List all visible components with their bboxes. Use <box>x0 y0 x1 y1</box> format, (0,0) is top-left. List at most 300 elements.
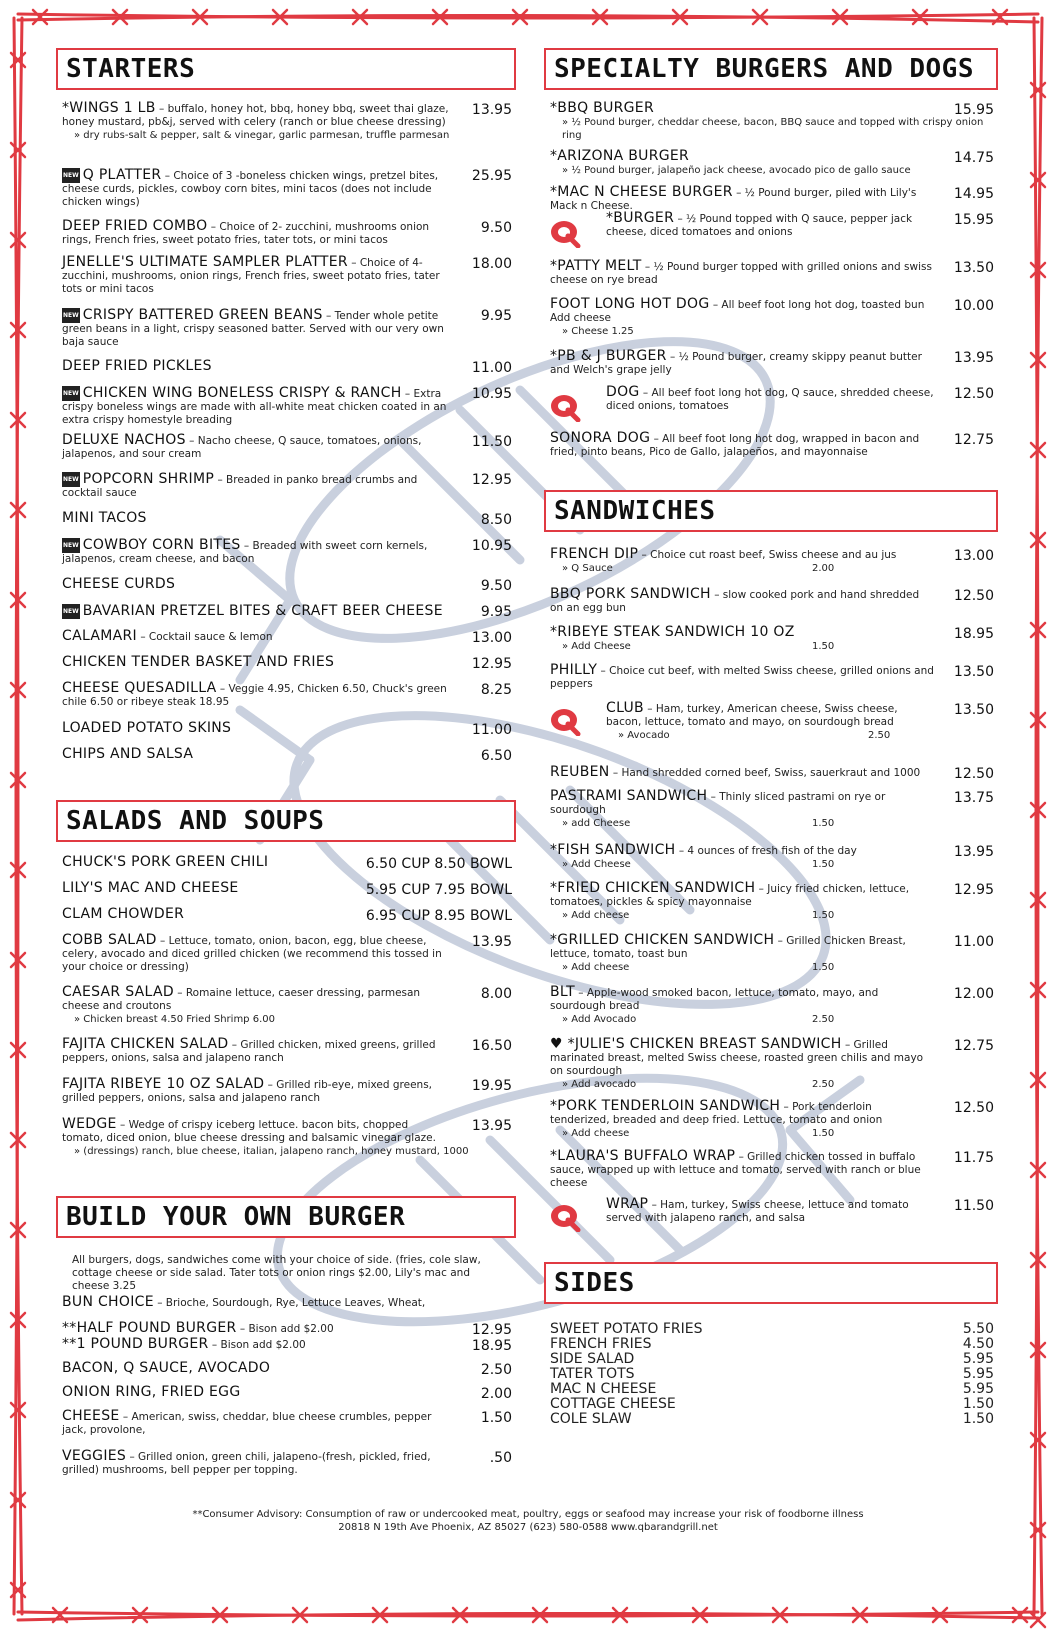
addon-label: » ½ Pound burger, jalapeño jack cheese, avocado pico de gallo sauce <box>562 165 911 176</box>
menu-item-text <box>62 538 512 566</box>
item-name: CLUB <box>606 700 644 716</box>
item-addon <box>550 562 994 575</box>
item-description: – All beef foot long hot dog, toasted bun Add cheese <box>550 299 925 324</box>
section-title: SANDWICHES <box>554 496 716 526</box>
addon-price: 2.50 <box>812 1014 835 1025</box>
item-addon <box>550 1127 994 1140</box>
item-description: – Veggie 4.95, Chicken 6.50, Chuck's green chile 6.50 or ribeye steak 18.95 <box>62 683 447 708</box>
addon-label: » Add Cheese <box>562 641 631 652</box>
menu-item <box>550 350 994 377</box>
menu-item-text <box>550 1100 994 1127</box>
item-name: *LAURA'S BUFFALO WRAP <box>550 1148 736 1164</box>
menu-item-text <box>62 1322 512 1336</box>
new-badge: NEW <box>62 308 80 323</box>
item-description: – buffalo, honey hot, bbq, honey bbq, sweet thai glaze, honey mustard, pb&j, served with celery (ranch or blue cheese dressing) <box>62 103 449 128</box>
item-description: – Choice of 2- zucchini, mushrooms onion rings, French fries, sweet potato fries, tater tots, or mini tacos <box>62 221 430 246</box>
menu-item <box>550 934 994 974</box>
menu-item <box>550 588 994 615</box>
item-price: 13.50 <box>953 260 994 276</box>
item-description: – Choice cut roast beef, Swiss cheese and au jus <box>641 549 897 561</box>
side-name: COTTAGE CHEESE <box>550 1396 676 1412</box>
menu-item-text <box>550 1038 994 1078</box>
side-price: 1.50 <box>962 1396 994 1412</box>
addon-label: » Add Avocado <box>562 1014 637 1025</box>
menu-item <box>62 986 512 1026</box>
menu-item <box>62 1338 512 1352</box>
menu-item <box>62 1078 512 1105</box>
menu-item-text <box>62 1078 512 1105</box>
item-addon <box>550 116 994 142</box>
item-description: – ½ Pound burger, piled with Lily's Mack n Cheese. <box>550 187 917 212</box>
addon-price: 1.50 <box>812 1128 835 1139</box>
list-item <box>550 1337 994 1352</box>
item-price: 5.95 CUP 7.95 BOWL <box>365 882 512 898</box>
menu-item-text <box>606 386 994 413</box>
addon-label: » Add avocado <box>562 1079 637 1090</box>
list-item <box>550 1352 994 1367</box>
item-price: 11.00 <box>471 360 512 376</box>
item-price: 13.95 <box>953 350 994 366</box>
sides-header <box>544 1262 998 1304</box>
section-title: SPECIALTY BURGERS AND DOGS <box>554 54 974 84</box>
item-name: PASTRAMI SANDWICH <box>550 788 708 804</box>
item-price: 13.95 <box>471 1118 512 1134</box>
new-badge: NEW <box>62 472 80 487</box>
menu-item-text <box>62 256 512 296</box>
item-name: *PB & J BURGER <box>550 348 667 364</box>
item-price: 16.50 <box>471 1038 512 1054</box>
menu-item <box>62 360 512 374</box>
side-price: 5.50 <box>962 1321 994 1337</box>
addon-price: 2.00 <box>812 563 835 574</box>
item-price: 11.50 <box>471 434 512 450</box>
menu-item <box>62 472 512 500</box>
item-description: – All beef foot long hot dog, Q sauce, shredded cheese, diced onions, tomatoes <box>606 387 934 412</box>
item-name: *BBQ BURGER <box>550 100 654 116</box>
list-item <box>550 1412 994 1427</box>
item-price: 18.95 <box>953 626 994 642</box>
addon-price: 2.50 <box>812 1079 835 1090</box>
item-name: BBQ PORK SANDWICH <box>550 586 711 602</box>
item-description: – Pork tenderloin tenderized, breaded and deep fried. Lettuce, tomato and onion <box>550 1101 883 1126</box>
item-description: – Juicy fried chicken, lettuce, tomatoes, pickles & spicy mayonnaise <box>550 883 910 908</box>
menu-item-text <box>550 432 994 459</box>
menu-item-text <box>62 386 512 427</box>
menu-item <box>550 664 994 691</box>
item-description: – Apple-wood smoked bacon, lettuce, tomato, mayo, and sourdough bread <box>550 987 879 1012</box>
menu-item-text <box>550 298 994 325</box>
item-price: 13.50 <box>953 664 994 680</box>
byob-note: All burgers, dogs, sandwiches come with your choice of side. (fries, cole slaw, cottage cheese or side salad. Tater tots or onion rings $2.00, Lily's mac and cheese 3.25 <box>72 1254 481 1292</box>
addon-label: » Avocado <box>618 730 670 741</box>
item-description: – Brioche, Sourdough, Rye, Lettuce Leaves, Wheat, <box>157 1297 426 1309</box>
side-price: 5.95 <box>962 1351 994 1367</box>
menu-item <box>606 212 994 239</box>
new-badge: NEW <box>62 604 80 619</box>
item-addon <box>550 858 994 871</box>
list-item <box>550 1397 994 1412</box>
item-name: *PORK TENDERLOIN SANDWICH <box>550 1098 781 1114</box>
menu-item <box>550 766 994 780</box>
item-description: – Ham, turkey, Swiss cheese, lettuce and tomato served with jalapeno ranch, and salsa <box>606 1199 909 1224</box>
item-name: *BURGER <box>606 210 675 226</box>
item-description: – Bison add $2.00 <box>211 1339 306 1351</box>
item-description: – Breaded in panko bread crumbs and cocktail sauce <box>62 474 418 499</box>
menu-item-text <box>550 844 994 858</box>
menu-item-text <box>550 186 994 213</box>
item-price: 10.95 <box>471 386 512 402</box>
item-name: CLAM CHOWDER <box>62 906 185 922</box>
addon-label: » Q Sauce <box>562 563 613 574</box>
item-description: – Thinly sliced pastrami on rye or sourdough <box>550 791 886 816</box>
menu-item <box>62 908 512 922</box>
item-name: BLT <box>550 984 575 1000</box>
item-name: LOADED POTATO SKINS <box>62 720 232 736</box>
menu-item-text <box>550 102 994 116</box>
menu-item-text <box>550 882 994 909</box>
menu-item-text <box>550 588 994 615</box>
menu-item-text <box>62 1362 512 1376</box>
item-name: FAJITA RIBEYE 10 OZ SALAD <box>62 1076 265 1092</box>
item-name: PHILLY <box>550 662 598 678</box>
item-price: 14.75 <box>953 150 994 166</box>
item-name: JENELLE'S ULTIMATE SAMPLER PLATTER <box>62 254 348 270</box>
item-price: 13.00 <box>953 548 994 564</box>
item-price: 11.00 <box>471 722 512 738</box>
item-price: 11.50 <box>953 1198 994 1214</box>
item-name: *WINGS 1 LB <box>62 100 156 116</box>
item-price: 13.50 <box>953 702 994 718</box>
menu-item-text <box>62 512 512 526</box>
item-price: 13.95 <box>471 934 512 950</box>
menu-item-text <box>550 350 994 377</box>
item-price: 2.00 <box>480 1386 512 1402</box>
menu-item-text <box>62 1038 512 1065</box>
item-description: – Grilled chicken, mixed greens, grilled peppers, onions, salsa and jalapeno ranch <box>62 1039 436 1064</box>
salads-header <box>56 800 516 842</box>
item-name: FRENCH DIP <box>550 546 639 562</box>
menu-item <box>550 1150 994 1190</box>
item-description: – Choice of 3 -boneless chicken wings, pretzel bites, cheese curds, pickles, cowboy corn bites, mini tacos (does not include chicken wings) <box>62 170 439 208</box>
item-name: CHIPS AND SALSA <box>62 746 194 762</box>
item-price: 9.95 <box>480 308 512 324</box>
item-price: 25.95 <box>471 168 512 184</box>
item-price: 12.50 <box>953 588 994 604</box>
menu-item <box>62 1450 512 1477</box>
menu-item-text <box>62 578 512 592</box>
item-addon <box>62 1145 512 1158</box>
menu-item-text <box>62 1338 512 1352</box>
item-price: 12.75 <box>953 1038 994 1054</box>
side-price: 5.95 <box>962 1366 994 1382</box>
item-name: WEDGE <box>62 1116 117 1132</box>
side-name: SIDE SALAD <box>550 1351 635 1367</box>
addon-label: » Add cheese <box>562 910 630 921</box>
list-item <box>550 1382 994 1397</box>
item-name: DOG <box>606 384 640 400</box>
new-badge: NEW <box>62 168 80 183</box>
menu-item <box>550 986 994 1026</box>
addon-price: 1.50 <box>812 641 835 652</box>
item-addon <box>550 640 994 653</box>
menu-item-text <box>62 1410 512 1437</box>
menu-item <box>550 1038 994 1091</box>
side-name: FRENCH FRIES <box>550 1336 652 1352</box>
menu-item-text <box>550 548 994 562</box>
item-description: – slow cooked pork and hand shredded on an egg bun <box>550 589 920 614</box>
menu-item <box>62 722 512 736</box>
menu-item <box>62 934 512 974</box>
item-price: .50 <box>489 1450 512 1466</box>
item-price: 12.95 <box>471 656 512 672</box>
item-description: – Ham, turkey, American cheese, Swiss cheese, bacon, lettuce, tomato and mayo, on sourdough bread <box>606 703 898 728</box>
address-line: 20818 N 19th Ave Phoenix, AZ 85027 (623) 580-0588 www.qbarandgrill.net <box>338 1522 718 1533</box>
item-description: – ½ Pound topped with Q sauce, pepper jack cheese, diced tomatoes and onions <box>606 213 913 238</box>
byob-header <box>56 1196 516 1238</box>
item-price: 19.95 <box>471 1078 512 1094</box>
menu-item <box>62 1386 512 1400</box>
addon-label: » Add Cheese <box>562 859 631 870</box>
menu-item <box>62 512 512 526</box>
item-price: 13.75 <box>953 790 994 806</box>
menu-item-text <box>62 472 512 500</box>
item-price: 9.50 <box>480 220 512 236</box>
item-name: FOOT LONG HOT DOG <box>550 296 710 312</box>
menu-item-text <box>62 360 512 374</box>
menu-item <box>550 150 994 177</box>
item-description: – Grilled Chicken Breast, lettuce, tomato, toast bun <box>550 935 906 960</box>
addon-label: » add Cheese <box>562 818 631 829</box>
menu-item <box>550 186 994 213</box>
item-price: 11.75 <box>953 1150 994 1166</box>
menu-item-text <box>62 604 512 619</box>
addon-price: 1.50 <box>812 818 835 829</box>
menu-item <box>62 682 512 709</box>
section-title: BUILD YOUR OWN BURGER <box>66 1202 406 1232</box>
burgers-header <box>544 48 998 90</box>
item-name: CRISPY BATTERED GREEN BEANS <box>82 307 323 323</box>
item-name: **HALF POUND BURGER <box>62 1320 237 1336</box>
menu-item <box>62 386 512 427</box>
item-name: REUBEN <box>550 764 610 780</box>
item-addon <box>550 1078 994 1091</box>
item-name: *RIBEYE STEAK SANDWICH 10 OZ <box>550 624 795 640</box>
menu-item <box>62 578 512 592</box>
item-name: FAJITA CHICKEN SALAD <box>62 1036 229 1052</box>
menu-item <box>62 308 512 349</box>
item-name: CALAMARI <box>62 628 137 644</box>
item-addon <box>550 961 994 974</box>
item-description: – Bison add $2.00 <box>239 1323 334 1335</box>
section-title: SALADS AND SOUPS <box>66 806 325 836</box>
item-name: BACON, Q SAUCE, AVOCADO <box>62 1360 271 1376</box>
menu-item <box>550 298 994 338</box>
item-addon <box>62 129 512 142</box>
side-price: 1.50 <box>962 1411 994 1427</box>
item-description: – Nacho cheese, Q sauce, tomatoes, onions, jalapenos, and sour cream <box>62 435 422 460</box>
item-price: 10.95 <box>471 538 512 554</box>
addon-label: » ½ Pound burger, cheddar cheese, bacon, BBQ sauce and topped with crispy onion ring <box>562 117 984 141</box>
menu-item <box>62 538 512 566</box>
menu-item <box>62 1118 512 1158</box>
side-name: MAC N CHEESE <box>550 1381 657 1397</box>
item-price: 12.95 <box>953 882 994 898</box>
item-name: SONORA DOG <box>550 430 651 446</box>
item-description: – Lettuce, tomato, onion, bacon, egg, blue cheese, celery, avocado and diced grilled chicken (we recommend this tossed in your choice or dressing) <box>62 935 442 973</box>
menu-item <box>550 790 994 830</box>
item-addon <box>550 325 994 338</box>
item-price: 10.00 <box>953 298 994 314</box>
q-logo-icon <box>548 218 584 248</box>
item-name: CHEESE <box>62 1408 120 1424</box>
menu-item <box>550 882 994 922</box>
item-description: – 4 ounces of fresh fish of the day <box>678 845 857 857</box>
menu-item <box>550 432 994 459</box>
item-price: 6.95 CUP 8.95 BOWL <box>365 908 512 924</box>
item-price: 18.95 <box>471 1338 512 1354</box>
item-addon <box>550 817 994 830</box>
menu-item-text <box>606 702 994 729</box>
menu-item-text <box>550 1150 994 1190</box>
item-description: – ½ Pound burger topped with grilled onions and swiss cheese on rye bread <box>550 261 932 286</box>
menu-item-text <box>62 722 512 736</box>
menu-item-text <box>550 766 994 780</box>
item-description: – Choice cut beef, with melted Swiss cheese, grilled onions and peppers <box>550 665 934 690</box>
section-title: STARTERS <box>66 54 196 84</box>
addon-label: » Cheese 1.25 <box>562 326 634 337</box>
item-description: – Grilled marinated breast, melted Swiss cheese, roasted green chilis and mayo on sourdough <box>550 1039 924 1077</box>
item-name: COBB SALAD <box>62 932 157 948</box>
list-item <box>550 1322 994 1337</box>
footer <box>0 1508 1056 1534</box>
item-price: 15.95 <box>953 212 994 228</box>
menu-item <box>62 630 512 644</box>
menu-item <box>62 856 512 870</box>
menu-item-text <box>62 1118 512 1145</box>
item-description: – American, swiss, cheddar, blue cheese crumbles, pepper jack, provolone, <box>62 1411 432 1436</box>
item-price: 9.95 <box>480 604 512 620</box>
new-badge: NEW <box>62 538 80 553</box>
menu-item <box>62 168 512 209</box>
menu-item <box>62 1362 512 1376</box>
item-addon <box>550 1013 994 1026</box>
addon-label: » (dressings) ranch, blue cheese, italian, jalapeno ranch, honey mustard, 1000 <box>74 1146 469 1157</box>
menu-item-text <box>550 790 994 817</box>
item-name: CHICKEN TENDER BASKET AND FRIES <box>62 654 335 670</box>
menu-item <box>62 748 512 762</box>
item-name: POPCORN SHRIMP <box>82 471 215 487</box>
item-price: 8.00 <box>480 986 512 1002</box>
sides-list <box>550 1322 994 1427</box>
addon-label: » dry rubs-salt & pepper, salt & vinegar, garlic parmesan, truffle parmesan <box>74 130 450 141</box>
item-price: 9.50 <box>480 578 512 594</box>
item-price: 12.50 <box>953 766 994 782</box>
item-name: BUN CHOICE <box>62 1294 154 1310</box>
item-name: VEGGIES <box>62 1448 127 1464</box>
item-description: – Grilled rib-eye, mixed greens, grilled peppers, onions, salsa and jalapeno ranch <box>62 1079 433 1104</box>
starters-header <box>56 48 516 90</box>
menu-item-text <box>550 150 994 164</box>
item-name: MINI TACOS <box>62 510 147 526</box>
menu-item <box>606 386 994 413</box>
item-price: 1.50 <box>480 1410 512 1426</box>
menu-item-text <box>606 1198 994 1225</box>
item-name: CHEESE CURDS <box>62 576 176 592</box>
menu-item <box>550 102 994 142</box>
item-price: 6.50 <box>480 748 512 764</box>
menu-item <box>606 1198 994 1225</box>
side-name: COLE SLAW <box>550 1411 632 1427</box>
menu-item-text <box>550 934 994 961</box>
addon-price: 1.50 <box>812 859 835 870</box>
item-name: *GRILLED CHICKEN SANDWICH <box>550 932 775 948</box>
item-name: COWBOY CORN BITES <box>82 537 241 553</box>
menu-item <box>62 220 512 247</box>
menu-item <box>62 656 512 670</box>
menu-item-text <box>62 934 512 974</box>
item-price: 12.00 <box>953 986 994 1002</box>
item-name: *FRIED CHICKEN SANDWICH <box>550 880 756 896</box>
addon-price: 2.50 <box>868 730 891 741</box>
menu-item <box>550 844 994 871</box>
item-price: 12.50 <box>953 386 994 402</box>
addon-price: 1.50 <box>812 910 835 921</box>
item-price: 12.50 <box>953 1100 994 1116</box>
item-price: 13.00 <box>471 630 512 646</box>
menu-item-text <box>62 682 512 709</box>
menu-item-text <box>62 102 512 129</box>
item-price: 6.50 CUP 8.50 BOWL <box>365 856 512 872</box>
item-description: – Choice of 4- zucchini, mushrooms, onion rings, French fries, sweet potato fries, tater tots or mini tacos <box>62 257 440 295</box>
item-name: *PATTY MELT <box>550 258 642 274</box>
menu-item <box>62 102 512 142</box>
menu-item <box>62 256 512 296</box>
item-price: 18.00 <box>471 256 512 272</box>
addon-price: 1.50 <box>812 962 835 973</box>
q-logo-icon <box>548 392 584 422</box>
item-price: 13.95 <box>471 102 512 118</box>
item-name: BAVARIAN PRETZEL BITES & CRAFT BEER CHEESE <box>82 603 443 619</box>
item-addon <box>550 164 994 177</box>
menu-item-text <box>62 1296 512 1310</box>
item-name: CHEESE QUESADILLA <box>62 680 217 696</box>
item-description: – Tender whole petite green beans in a light, crispy seasoned batter. Served with our very own baja sauce <box>62 310 444 348</box>
menu-item <box>62 1296 512 1310</box>
menu-item-text <box>62 748 512 762</box>
list-item <box>550 1367 994 1382</box>
menu-item-text <box>606 212 994 239</box>
item-description: – Grilled chicken tossed in buffalo sauce, wrapped up with lettuce and tomato, served with ranch or blue cheese <box>550 1151 921 1189</box>
item-addon <box>550 909 994 922</box>
menu-item <box>606 702 994 742</box>
menu-item-text <box>62 434 512 461</box>
q-logo-icon <box>548 1202 584 1232</box>
item-price: 2.50 <box>480 1362 512 1378</box>
item-description: – Wedge of crispy iceberg lettuce. bacon bits, chopped tomato, diced onion, blue cheese dressing and balsamic vinegar glaze. <box>62 1119 436 1144</box>
menu-item <box>62 1410 512 1437</box>
item-description: – Extra crispy boneless wings are made with all-white meat chicken coated in an extra crispy homestyle breading <box>62 388 447 426</box>
menu-item <box>62 434 512 461</box>
item-description: – ½ Pound burger, creamy skippy peanut butter and Welch's grape jelly <box>550 351 922 376</box>
menu-item-text <box>62 656 512 670</box>
item-price: 12.75 <box>953 432 994 448</box>
item-price: 11.00 <box>953 934 994 950</box>
item-description: – Hand shredded corned beef, Swiss, sauerkraut and 1000 <box>612 767 921 779</box>
menu-item-text <box>62 1450 512 1477</box>
section-title: SIDES <box>554 1268 635 1298</box>
menu-item-text <box>62 168 512 209</box>
item-name: **1 POUND BURGER <box>62 1336 209 1352</box>
